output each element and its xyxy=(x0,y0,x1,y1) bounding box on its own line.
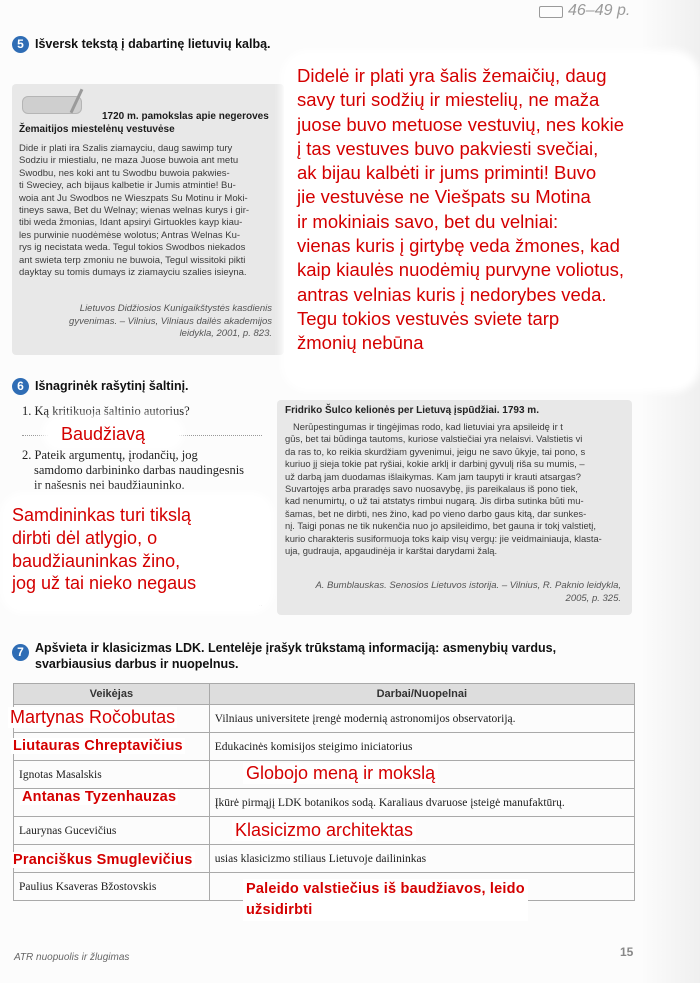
source-line: už darbą jam duodamas išlaikymas. Kam jam taupyti ir krauti atsargas? xyxy=(285,470,581,482)
source-line: Nerūpestingumas ir tingėjimas rodo, kad lietuviai yra apsileidę ir t xyxy=(293,421,563,432)
question-2-line: samdomo darbininko darbas naudingesnis xyxy=(34,463,245,477)
task-5-title: Išversk tekstą į dabartinę lietuvių kalbą. xyxy=(35,37,271,51)
person-cell: Laurynas Gucevičius xyxy=(14,817,210,845)
answer-person-row-6: Pranciškus Smuglevičius xyxy=(13,852,193,868)
source-line: tibi weda žmonias, Idant apsiryi Girtuokles kayp kiau- xyxy=(19,217,243,229)
source-ref-line: 2005, p. 325. xyxy=(565,592,621,604)
answer-line: juose buvo metuose vestuvių, nes kokie xyxy=(297,113,625,135)
task-7-title-line: Apšvieta ir klasicizmas LDK. Lentelėje įrašyk trūkstamą informaciją: asmenybių vardus, xyxy=(35,641,557,655)
source-line: Sodziu ir miestialu, ne maza Juose buwoia ant metu xyxy=(19,155,239,167)
source-line: kad nenumirtų, o už tai atstatys rimbui nugarą. Jis dirba sutinka būti mu- xyxy=(285,495,584,507)
source-text-1793 xyxy=(285,421,625,557)
task-5-answer xyxy=(297,64,697,356)
footer-chapter: ATR nuopuolis ir žlugimas xyxy=(14,952,130,963)
answer-line: antras velnias kuris į nedorybes veda. xyxy=(297,283,607,305)
table-header-row xyxy=(14,684,635,705)
column-header-person: Veikėjas xyxy=(14,684,210,705)
source-line: ti Sweciey, ach bijaus kalbetie ir Jumis atmintie! Bu- xyxy=(19,180,236,192)
source-ref-1793 xyxy=(285,580,621,605)
source-line: tineys sawa, Bet du Welnay; wienas welnas kurys i gir- xyxy=(19,205,250,217)
source-line: nį. Taigi ponas ne tik nukenčia nuo jo apsileidimo, bet gauna ir tokį valstietį, xyxy=(285,520,596,532)
answer-line: Samdininkas turi tikslą xyxy=(12,505,192,525)
work-cell: usias klasicizmo stiliaus Lietuvoje dailininkas xyxy=(209,845,634,873)
source-line: Suvartojęs arba praradęs savo nuosavybę, jis pareikalaus iš pono tiek, xyxy=(285,483,578,495)
source-ref-1720 xyxy=(19,303,272,341)
answer-line: žmonių nebūna xyxy=(297,332,424,354)
answer-line: jie vestuvėse ne Viešpats su Motina xyxy=(297,186,591,208)
answer-line: ak bijau kalbėti ir jums priminti! Buvo xyxy=(297,162,597,184)
work-cell: Vilniaus universitete įrengė modernią astronomijos observatoriją. xyxy=(209,705,634,733)
column-header-works: Darbai/Nuopelnai xyxy=(209,684,634,705)
answer-work-row-7 xyxy=(243,879,528,921)
source-ref-line: leidykla, 2001, p. 823. xyxy=(179,328,272,339)
answer-line: vienas kuris į girtybę veda žmones, kad xyxy=(297,235,620,257)
work-cell: Įkūrė pirmąjį LDK botanikos sodą. Karaliaus dvaruose įsteigė manufaktūrų. xyxy=(209,789,634,817)
source-ref-line: Lietuvos Didžiosios Kunigaikštystės kasdienis xyxy=(79,303,272,314)
source-ref-line: A. Bumblauskas. Senosios Lietuvos istorija. – Vilnius, R. Paknio leidykla, xyxy=(315,580,621,591)
answer-line: kaip kiaulės nuodėmių purvyne voliotus, xyxy=(297,259,625,281)
source-line: šamas, bet ne dirbti, nes žino, kad po vieno darbo gaus kitą, dar sunkes- xyxy=(285,507,587,519)
source-line: Dide ir plati ira Szalis ziamayciu, daug sawimp tury xyxy=(19,143,233,154)
person-cell: Ignotas Masalskis xyxy=(14,761,210,789)
source-text-1720 xyxy=(19,143,281,279)
answer-work-row-3: Globojo meną ir mokslą xyxy=(243,763,438,784)
answer-line: Tegu tokios vestuvės sviete tarp xyxy=(297,307,560,329)
source-line: Swodbu, nes koki ant tu Swodbu buwoia pakwies- xyxy=(19,167,230,179)
source-line: uja, gudrauja, apgaudinėja ir karštai darydami žalą. xyxy=(285,545,498,557)
answer-person-row-2: Liutauras Chreptavičius xyxy=(13,738,183,754)
question-2-line: ir našesnis nei baudžiauninko. xyxy=(34,478,185,492)
task-6-title: Išnagrinėk rašytinį šaltinį. xyxy=(35,379,189,393)
source-line: kuriuo jį sieja tokie pat ryšiai, kokie arklį ir darbinį gyvulį riša su mumis, – xyxy=(285,458,585,470)
book-icon xyxy=(539,6,563,18)
source-line: ant swieta terp zmoniu ne buwoia, Tegul wissitoki pikti xyxy=(19,254,246,266)
work-cell: Edukacinės komisijos steigimo iniciatorius xyxy=(209,733,634,761)
source-line: les purwinie nuodėmėse wolotus; Antras Welnas Ku- xyxy=(19,229,241,241)
page-reference: 46–49 p. xyxy=(568,2,631,19)
source-line: kurio charakteris susiformuoja toks kaip visų vergų: jie veidmainiauja, klasta- xyxy=(285,532,602,544)
person-cell: Paulius Ksaveras Bžostovskis xyxy=(14,873,210,901)
source-title-1793: Fridriko Šulco kelionės per Lietuvą įspūdžiai. 1793 m. xyxy=(285,405,539,416)
question-1: 1. Ką kritikuoja šaltinio autorius? xyxy=(22,404,190,418)
answer-line: užsidirbti xyxy=(246,902,313,918)
source-line: rys ig necistata weda. Tegul tokios Swodbos niekados xyxy=(19,242,246,254)
source-line: da ras to, ko reikia skurdžiam gyvenimui, jeigu ne savo ūkyje, tai pono, s xyxy=(285,445,586,457)
source-line: woia ant Ju Swodbos ne Wieszpats Su Motinu ir Moki- xyxy=(19,192,248,204)
task-number-7: 7 xyxy=(12,644,29,661)
answer-line: Didelė ir plati yra šalis žemaičių, daug xyxy=(297,65,607,86)
question-2 xyxy=(22,448,244,493)
answer-line: į tas vestuves buvo pakviesti svečiai, xyxy=(297,137,599,159)
source-ref-line: gyvenimas. – Vilnius, Vilniaus dailės akademijos xyxy=(69,315,272,327)
answer-person-row-4: Antanas Tyzenhauzas xyxy=(22,789,177,805)
source-line: dayktay su tomis dumays iz ziamayciu szalies isieyna. xyxy=(19,267,247,279)
answer-line: Paleido valstiečius iš baudžiavos, leido xyxy=(246,881,525,897)
source-title-1720 xyxy=(19,110,281,136)
question-2-line: 2. Pateik argumentų, įrodančių, jog xyxy=(22,448,198,462)
answer-line: dirbti dėl atlygio, o xyxy=(12,527,158,548)
answer-line: jog už tai nieko negaus xyxy=(12,573,197,594)
answer-person-row-1: Martynas Ročobutas xyxy=(10,707,176,727)
task-number-5: 5 xyxy=(12,36,29,53)
source-title-line-1: 1720 m. pamokslas apie negeroves xyxy=(102,111,269,122)
question-2-answer xyxy=(12,504,282,595)
task-7-title xyxy=(35,640,635,672)
task-7-title-line: svarbiausius darbus ir nuopelnus. xyxy=(35,657,239,671)
source-title-line-2: Žemaitijos miestelėnų vestuvėse xyxy=(19,124,175,135)
answer-line: ir mokiniais savo, bet du velniai: xyxy=(297,210,559,232)
task-number-6: 6 xyxy=(12,378,29,395)
source-line: gūs, bet tai būdinga tautoms, kuriose valstiečiai yra nelaisvi. Valstietis vi xyxy=(285,433,583,445)
answer-line: savy turi sodžių ir miestelių, ne maža xyxy=(297,89,600,111)
question-1-answer: Baudžiavą xyxy=(61,424,146,444)
answer-line: baudžiauninkas žino, xyxy=(12,550,181,571)
page-number: 15 xyxy=(620,945,634,959)
answer-work-row-5: Klasicizmo architektas xyxy=(232,820,416,841)
